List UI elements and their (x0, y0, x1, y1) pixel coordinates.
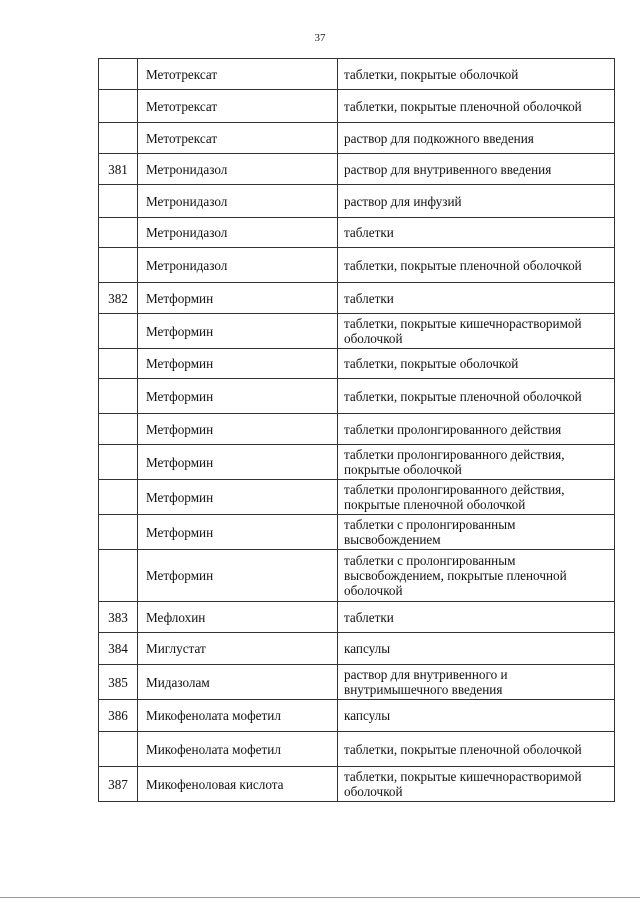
drug-name-cell: Мефлохин (138, 602, 338, 633)
drug-name-cell: Метформин (138, 314, 338, 349)
table-row (99, 414, 615, 445)
row-number-cell: 384 (99, 633, 138, 665)
drug-name-cell: Метформин (138, 480, 338, 515)
dosage-form-cell: таблетки (338, 283, 615, 314)
table-row (99, 480, 615, 515)
dosage-form-cell: таблетки, покрытые оболочкой (338, 59, 615, 90)
dosage-form-cell: раствор для внутривенного введения (338, 154, 615, 185)
table-row (99, 154, 615, 185)
table-row (99, 665, 615, 700)
row-number-cell (99, 59, 138, 90)
table-row (99, 633, 615, 665)
drug-name-cell: Микофенолата мофетил (138, 732, 338, 767)
table-row (99, 767, 615, 802)
table-row (99, 515, 615, 550)
table-row (99, 248, 615, 283)
row-number-cell (99, 349, 138, 379)
table-row (99, 700, 615, 732)
row-number-cell (99, 414, 138, 445)
drug-name-cell: Мидазолам (138, 665, 338, 700)
drug-name-cell: Метотрексат (138, 59, 338, 90)
table-row (99, 218, 615, 248)
drug-name-cell: Метформин (138, 349, 338, 379)
dosage-form-cell: таблетки (338, 218, 615, 248)
dosage-form-cell: таблетки пролонгированного действия, покрытые пленочной оболочкой (338, 480, 615, 515)
medicines-table (98, 58, 615, 802)
row-number-cell: 382 (99, 283, 138, 314)
dosage-form-cell: раствор для инфузий (338, 185, 615, 218)
drug-name-cell: Метронидазол (138, 154, 338, 185)
dosage-form-cell: капсулы (338, 700, 615, 732)
table-row (99, 283, 615, 314)
drug-name-cell: Миглустат (138, 633, 338, 665)
drug-name-cell: Метотрексат (138, 90, 338, 123)
row-number-cell (99, 185, 138, 218)
dosage-form-cell: таблетки, покрытые пленочной оболочкой (338, 379, 615, 414)
dosage-form-cell: таблетки (338, 602, 615, 633)
drug-name-cell: Метформин (138, 445, 338, 480)
table-row (99, 123, 615, 154)
drug-name-cell: Метформин (138, 379, 338, 414)
row-number-cell (99, 314, 138, 349)
table-row (99, 59, 615, 90)
table-row (99, 602, 615, 633)
row-number-cell: 385 (99, 665, 138, 700)
dosage-form-cell: таблетки, покрытые пленочной оболочкой (338, 732, 615, 767)
table-row (99, 732, 615, 767)
drug-name-cell: Метформин (138, 515, 338, 550)
row-number-cell (99, 379, 138, 414)
dosage-form-cell: таблетки, покрытые пленочной оболочкой (338, 248, 615, 283)
row-number-cell (99, 515, 138, 550)
row-number-cell: 386 (99, 700, 138, 732)
drug-name-cell: Микофенолата мофетил (138, 700, 338, 732)
row-number-cell (99, 732, 138, 767)
drug-name-cell: Микофеноловая кислота (138, 767, 338, 802)
row-number-cell (99, 123, 138, 154)
table-row (99, 445, 615, 480)
drug-name-cell: Метронидазол (138, 248, 338, 283)
dosage-form-cell: таблетки с пролонгированным высвобождением (338, 515, 615, 550)
table-row (99, 185, 615, 218)
drug-name-cell: Метронидазол (138, 218, 338, 248)
dosage-form-cell: таблетки с пролонгированным высвобождением, покрытые пленочной оболочкой (338, 550, 615, 602)
drug-name-cell: Метронидазол (138, 185, 338, 218)
table-row (99, 550, 615, 602)
dosage-form-cell: таблетки, покрытые кишечнорастворимой оболочкой (338, 767, 615, 802)
drug-name-cell: Метформин (138, 283, 338, 314)
row-number-cell (99, 248, 138, 283)
drug-name-cell: Метформин (138, 550, 338, 602)
row-number-cell (99, 550, 138, 602)
row-number-cell: 383 (99, 602, 138, 633)
dosage-form-cell: таблетки, покрытые кишечнорастворимой оболочкой (338, 314, 615, 349)
drug-name-cell: Метформин (138, 414, 338, 445)
drug-name-cell: Метотрексат (138, 123, 338, 154)
row-number-cell: 387 (99, 767, 138, 802)
table-row (99, 90, 615, 123)
dosage-form-cell: таблетки, покрытые пленочной оболочкой (338, 90, 615, 123)
dosage-form-cell: раствор для внутривенного и внутримышечного введения (338, 665, 615, 700)
dosage-form-cell: раствор для подкожного введения (338, 123, 615, 154)
table-row (99, 314, 615, 349)
row-number-cell (99, 445, 138, 480)
dosage-form-cell: таблетки, покрытые оболочкой (338, 349, 615, 379)
row-number-cell (99, 480, 138, 515)
dosage-form-cell: капсулы (338, 633, 615, 665)
page-bottom-edge (0, 897, 640, 898)
table-row (99, 349, 615, 379)
table-row (99, 379, 615, 414)
row-number-cell (99, 218, 138, 248)
page-number: 37 (314, 32, 326, 44)
dosage-form-cell: таблетки пролонгированного действия (338, 414, 615, 445)
row-number-cell (99, 90, 138, 123)
row-number-cell: 381 (99, 154, 138, 185)
table-body (99, 59, 615, 802)
dosage-form-cell: таблетки пролонгированного действия, покрытые оболочкой (338, 445, 615, 480)
